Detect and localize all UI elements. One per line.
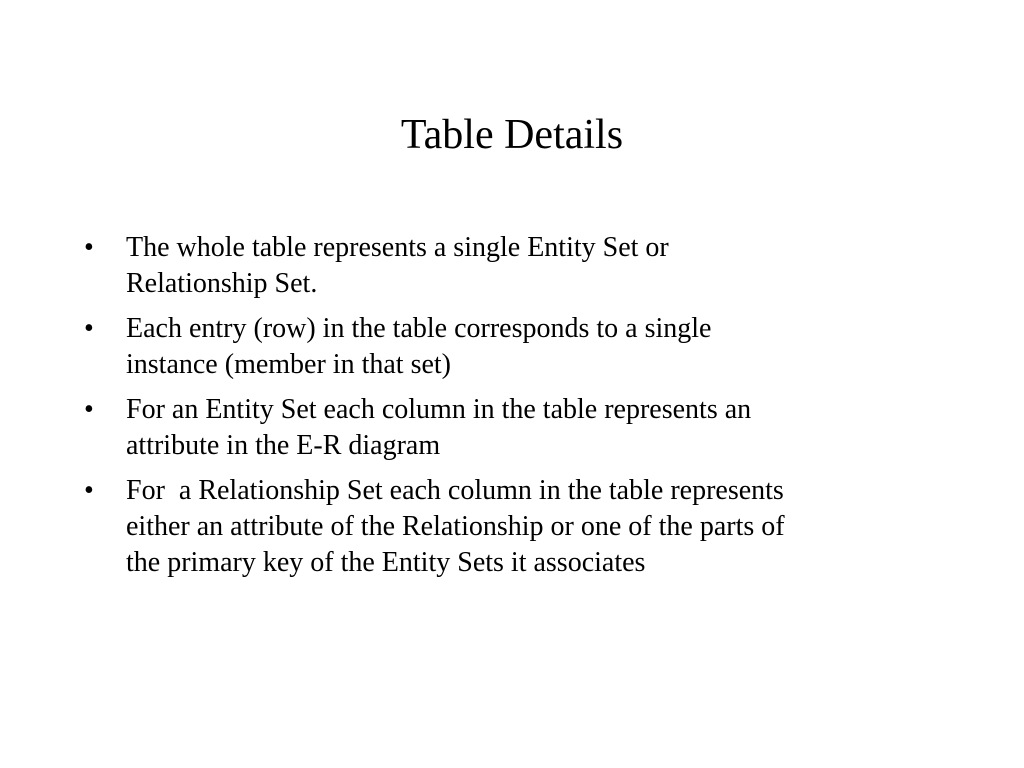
bullet-item: [84, 311, 944, 383]
bullet-item: [84, 473, 944, 581]
bullet-marker: •: [84, 394, 94, 425]
bullet-text: Each entry (row) in the table corresponds to a single instance (member in that set): [126, 313, 712, 380]
slide-title: Table Details: [400, 112, 624, 158]
bullet-item: [84, 230, 944, 302]
bullet-marker: •: [84, 313, 94, 344]
bullet-item: [84, 392, 944, 464]
bullet-text: For a Relationship Set each column in the table represents either an attribute of the Relationship or one of the parts of the primary key of the Entity Sets it associates: [126, 475, 785, 578]
bullet-text: The whole table represents a single Entity Set or Relationship Set.: [126, 232, 669, 299]
bullet-marker: •: [84, 232, 94, 263]
bullet-marker: •: [84, 475, 94, 506]
bullet-list: [84, 230, 944, 590]
bullet-text: For an Entity Set each column in the table represents an attribute in the E-R diagram: [126, 394, 752, 461]
